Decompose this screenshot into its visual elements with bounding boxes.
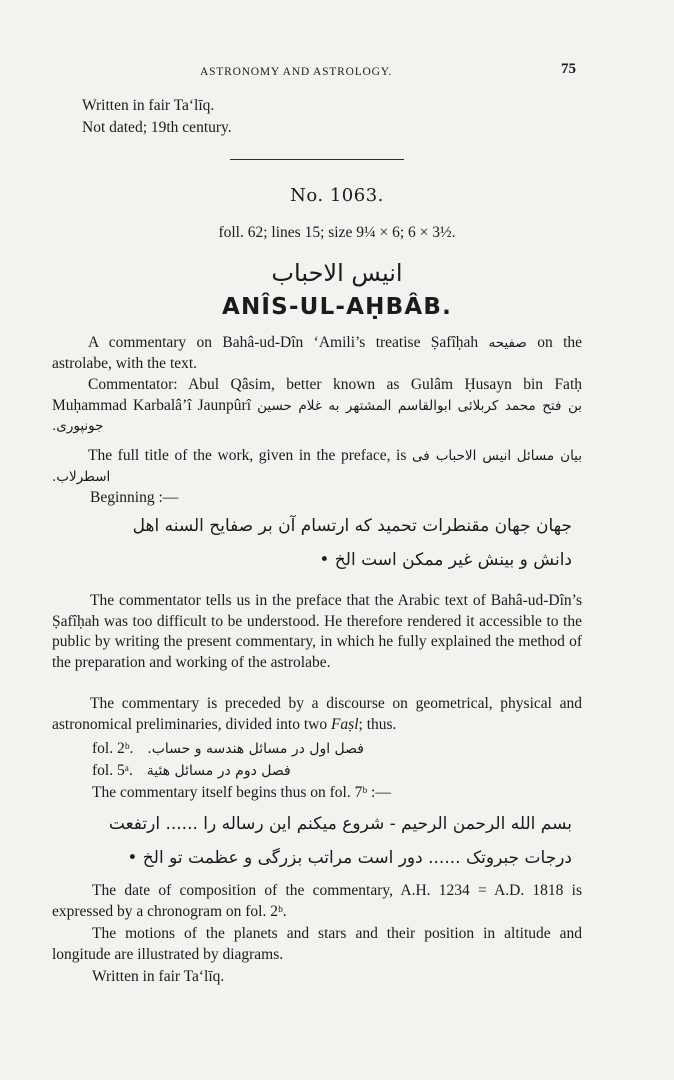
fol-2b-label: fol. 2ᵇ. [92, 740, 134, 757]
full-title-text: The full title of the work, given in the preface, is [88, 447, 407, 464]
description-arabic: صفیحه [488, 335, 527, 351]
fol-2b-arabic: فصل اول در مسائل هندسه و حساب. [147, 741, 364, 757]
previous-entry-script: Written in fair Ta‘līq. [82, 97, 215, 114]
separator-rule [230, 159, 404, 160]
commentator-arabic-1: ابوالقاسم المشتهر به غلام حسین [257, 397, 452, 414]
previous-entry-date: Not dated; 19th century. [82, 119, 232, 136]
beginning-arabic-1: جهان جهان مقنطرات تحمید که ارتسام آن بر صفایح السنه اهل [132, 516, 572, 536]
commentator-preface-paragraph: The commentator tells us in the preface that the Arabic text of Bahâ-ud-Dîn’s Ṣafîḥah was too difficult to be understood. He therefore rendered it accessible to the public by writing the present commentary, in which he fully explained the method of the preparation and working of the astrolabe. [52, 592, 582, 671]
description-text: A commentary on Bahâ-ud-Dîn ‘Amili’s treatise Ṣafîḥah [88, 334, 479, 351]
page-number: 75 [561, 61, 576, 77]
description-paragraph [52, 333, 582, 374]
fol-5a-row [92, 761, 291, 781]
description-end: on the astrolabe, with the text. [52, 334, 582, 372]
fol-2b-row [92, 739, 364, 759]
begins-arabic-2: درجات جبروتک ...... دور است مراتب بزرگی و عظمت تو الخ • [127, 848, 572, 868]
preceded-fasl: Faṣl [330, 715, 359, 733]
beginning-label: Beginning :— [90, 489, 179, 506]
commentator-paragraph [52, 375, 582, 437]
motions-paragraph: The motions of the planets and stars and their position in altitude and longitude are illustrated by diagrams. [52, 925, 582, 963]
entry-number: No. 1063. [290, 185, 384, 206]
collation-line: foll. 62; lines 15; size 9¼ × 6; 6 × 3½. [218, 224, 456, 241]
begins-on-fol-7b: The commentary itself begins thus on fol. 7ᵇ :— [92, 784, 391, 801]
fol-5a-label: fol. 5ᵃ. [92, 762, 133, 779]
written-in-talig: Written in fair Ta‘līq. [92, 968, 225, 985]
running-header: ASTRONOMY AND ASTROLOGY. [200, 66, 393, 78]
begins-arabic-1: بسم الله الرحمن الرحیم - شروع میکنم این رساله را ...... ارتفعت [108, 814, 572, 834]
arabic-title: انیس الاحباب [271, 259, 403, 287]
preceded-paragraph [52, 694, 582, 735]
date-paragraph: The date of composition of the commentary, A.H. 1234 = A.D. 1818 is expressed by a chronogram on fol. 2ᵇ. [52, 882, 582, 920]
entry-title: ANÎS-UL-AḤBÂB. [221, 294, 453, 320]
full-title-arabic-2: بیان مسائل اسطرلاب. [52, 448, 583, 485]
fol-5a-arabic: فصل دوم در مسائل هئیة [146, 763, 291, 779]
preceded-end: ; thus. [358, 715, 397, 733]
preceded-text: The commentary is preceded by a discourse on geometrical, physical and astronomical preliminaries, divided into two [52, 695, 582, 733]
full-title-arabic-1: انیس الاحباب فی [411, 448, 512, 464]
beginning-arabic-2: دانش و بینش غیر ممکن است الخ • [319, 550, 572, 570]
full-title-paragraph [52, 446, 582, 487]
commentator-text: Commentator: Abul Qâsim, better known as Gulâm Ḥusayn bin Fatḥ Muḥammad Karbalâ’î Jaunpûrî [52, 376, 582, 414]
commentator-arabic-2: بن فتح محمد کربلائی جونپوری. [52, 397, 582, 434]
